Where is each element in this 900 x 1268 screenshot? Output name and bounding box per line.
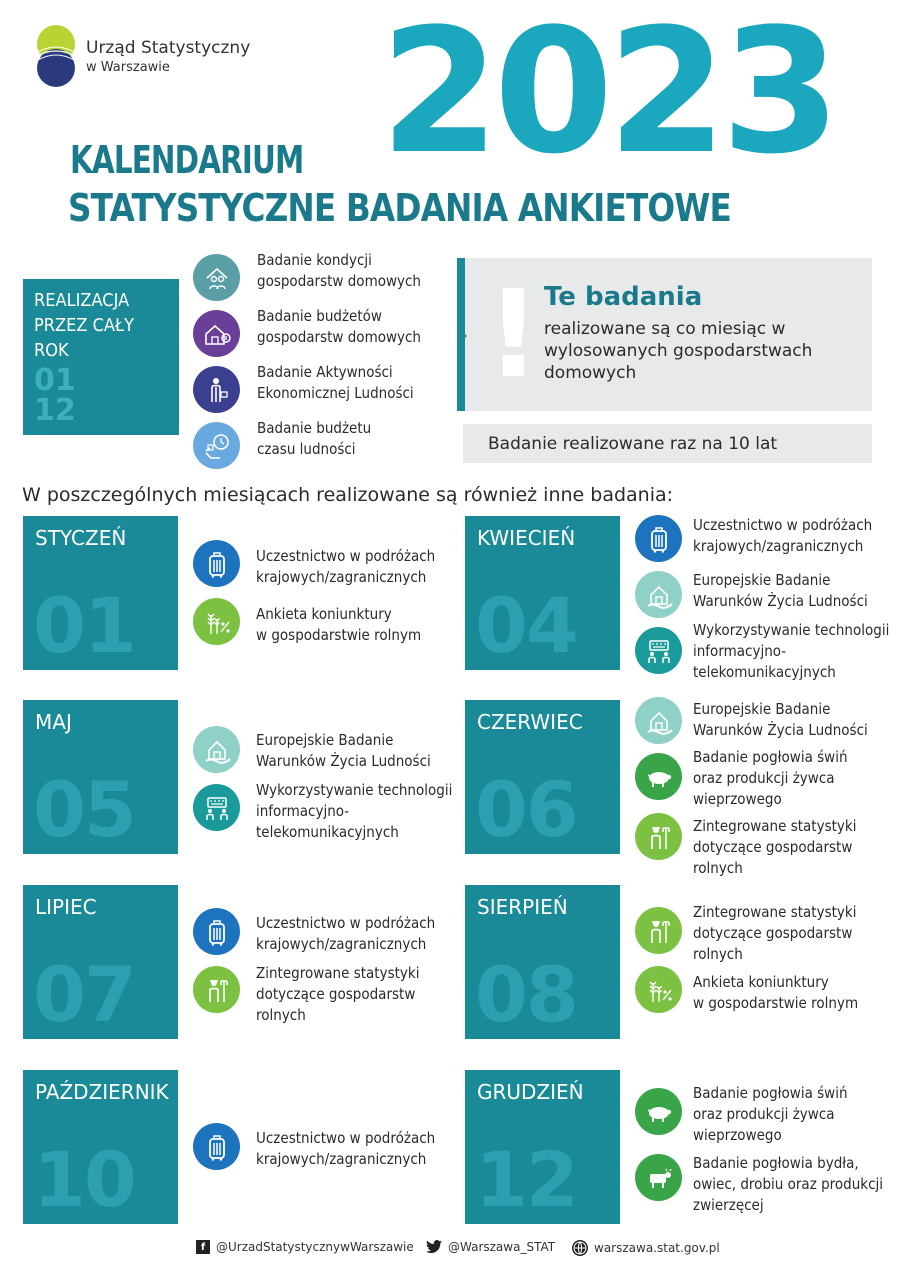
- survey-name-line: Wykorzystywanie technologii: [256, 781, 453, 799]
- survey-name: [693, 620, 889, 683]
- survey-name: [693, 515, 872, 557]
- twitter-handle: @Warszawa_STAT: [448, 1240, 556, 1254]
- survey-name-line: dotyczące gospodarstw: [693, 838, 853, 856]
- month-number: 01: [33, 581, 135, 670]
- month-box: [465, 885, 620, 1039]
- survey-name: [257, 418, 371, 460]
- month-name: KWIECIEŃ: [477, 526, 576, 550]
- suitcase-icon: [635, 515, 682, 562]
- survey-name-line: dotyczące gospodarstw: [693, 924, 853, 942]
- survey-name-line: telekomunikacyjnych: [693, 663, 836, 681]
- survey-name: [256, 1128, 435, 1170]
- survey-name-line: Wykorzystywanie technologii: [693, 621, 890, 639]
- survey-name-line: Uczestnictwo w podróżach: [693, 516, 873, 534]
- note-body: realizowane są co miesiąc w wylosowanych gospodarstwach domowych: [544, 319, 813, 383]
- months-intro: W poszczególnych miesiącach realizowane są również inne badania:: [22, 484, 674, 506]
- month-number: 07: [33, 950, 135, 1039]
- survey-name-line: Zintegrowane statystyki: [693, 817, 857, 835]
- house-hand-icon: [635, 571, 682, 618]
- year-round-label: REALIZACJA PRZEZ CAŁY ROK: [34, 290, 135, 361]
- pig-icon: [635, 1088, 682, 1135]
- month-number: 12: [475, 1135, 577, 1224]
- survey-name-line: wieprzowego: [693, 1126, 782, 1144]
- month-name: SIERPIEŃ: [477, 895, 568, 919]
- household-icon: [193, 254, 240, 301]
- month-number: 04: [475, 581, 577, 670]
- survey-name-line: Uczestnictwo w podróżach: [256, 547, 436, 565]
- survey-name-line: rolnych: [693, 945, 743, 963]
- logo-icon: [34, 24, 78, 88]
- farmer-icon: [635, 813, 682, 860]
- survey-name-line: gospodarstw domowych: [257, 272, 421, 290]
- survey-name: [693, 1083, 848, 1146]
- facebook-icon: f: [196, 1240, 210, 1254]
- survey-name-line: Warunków Życia Ludności: [693, 721, 868, 739]
- survey-name-line: Badanie kondycji: [257, 251, 372, 269]
- survey-name-line: w gospodarstwie rolnym: [693, 994, 859, 1012]
- month-name: STYCZEŃ: [35, 526, 127, 550]
- survey-name-line: Ekonomicznej Ludności: [257, 384, 414, 402]
- suitcase-icon: [193, 540, 240, 587]
- survey-name-line: rolnych: [693, 859, 743, 877]
- survey-name-line: wieprzowego: [693, 790, 782, 808]
- month-box: [23, 1070, 178, 1224]
- survey-name: [693, 902, 856, 965]
- survey-name-line: Zintegrowane statystyki: [256, 964, 420, 982]
- wheat-percent-icon: [635, 966, 682, 1013]
- survey-name: [257, 250, 421, 292]
- survey-name: [693, 570, 868, 612]
- survey-name-line: oraz produkcji żywca: [693, 769, 835, 787]
- decade-text: Badanie realizowane raz na 10 lat: [488, 434, 778, 454]
- month-name: PAŹDZIERNIK: [35, 1080, 169, 1104]
- survey-name-line: Uczestnictwo w podróżach: [256, 914, 436, 932]
- globe-icon: [572, 1240, 588, 1256]
- pig-icon: [635, 753, 682, 800]
- month-number: 10: [33, 1135, 135, 1224]
- survey-name: [256, 913, 435, 955]
- month-box: [23, 516, 178, 670]
- survey-name: [257, 306, 421, 348]
- website-url: warszawa.stat.gov.pl: [594, 1241, 720, 1255]
- survey-name-line: dotyczące gospodarstw: [256, 985, 416, 1003]
- survey-name-line: Uczestnictwo w podróżach: [256, 1129, 436, 1147]
- note-title: Te badania: [544, 282, 703, 312]
- worker-icon: [193, 366, 240, 413]
- month-number: 05: [33, 765, 135, 854]
- survey-name-line: w gospodarstwie rolnym: [256, 626, 422, 644]
- survey-name-line: Badanie budżetu: [257, 419, 372, 437]
- survey-name-line: krajowych/zagranicznych: [256, 1150, 427, 1168]
- survey-name-line: Ankieta koniunktury: [693, 973, 829, 991]
- house-hand-icon: [635, 697, 682, 744]
- survey-name: [693, 699, 868, 741]
- house-budget-icon: [193, 310, 240, 357]
- year-heading: 2023: [380, 0, 835, 192]
- survey-name-line: zwierzęcej: [693, 1196, 764, 1214]
- survey-name-line: rolnych: [256, 1006, 306, 1024]
- facebook-handle: @UrzadStatystycznywWarszawie: [216, 1240, 414, 1254]
- farmer-icon: [193, 966, 240, 1013]
- month-box: [465, 1070, 620, 1224]
- survey-name-line: krajowych/zagranicznych: [256, 935, 427, 953]
- survey-name-line: gospodarstw domowych: [257, 328, 421, 346]
- survey-name-line: oraz produkcji żywca: [693, 1105, 835, 1123]
- month-box: [23, 700, 178, 854]
- survey-name: [693, 816, 856, 879]
- survey-name-line: Warunków Życia Ludności: [256, 752, 431, 770]
- logo-city: w Warszawie: [86, 60, 170, 75]
- page-title: KALENDARIUM: [70, 138, 304, 182]
- month-box: [465, 516, 620, 670]
- wheat-percent-icon: [193, 598, 240, 645]
- survey-name-line: informacyjno-: [693, 642, 787, 660]
- footer-facebook[interactable]: [196, 1240, 414, 1254]
- month-box: [465, 700, 620, 854]
- survey-name-line: Badanie Aktywności: [257, 363, 393, 381]
- logo-name: Urząd Statystyczny: [86, 38, 251, 58]
- month-name: LIPIEC: [35, 895, 97, 919]
- survey-name: [693, 972, 858, 1014]
- survey-name-line: czasu ludności: [257, 440, 356, 458]
- suitcase-icon: [193, 1123, 240, 1170]
- survey-name-line: owiec, drobiu oraz produkcji: [693, 1175, 884, 1193]
- survey-name: [256, 780, 452, 843]
- survey-name-line: krajowych/zagranicznych: [693, 537, 864, 555]
- survey-name-line: Europejskie Badanie: [693, 571, 831, 589]
- survey-name-line: Badanie pogłowia świń: [693, 748, 848, 766]
- survey-name-line: informacyjno-: [256, 802, 350, 820]
- time-budget-icon: [193, 422, 240, 469]
- survey-name-line: Badanie pogłowia bydła,: [693, 1154, 859, 1172]
- survey-name-line: Badanie pogłowia świń: [693, 1084, 848, 1102]
- month-number: 08: [475, 950, 577, 1039]
- keyboard-people-icon: [193, 784, 240, 831]
- month-name: MAJ: [35, 710, 72, 734]
- survey-name: [257, 362, 414, 404]
- survey-name-line: Zintegrowane statystyki: [693, 903, 857, 921]
- month-number: 06: [475, 765, 577, 854]
- survey-name-line: telekomunikacyjnych: [256, 823, 399, 841]
- year-round-from: 01: [34, 363, 76, 398]
- survey-name: [693, 747, 848, 810]
- survey-name-line: Warunków Życia Ludności: [693, 592, 868, 610]
- cow-icon: [635, 1154, 682, 1201]
- survey-name-line: Ankieta koniunktury: [256, 605, 392, 623]
- survey-name-line: Europejskie Badanie: [256, 731, 394, 749]
- survey-name-line: krajowych/zagranicznych: [256, 568, 427, 586]
- month-box: [23, 885, 178, 1039]
- house-hand-icon: [193, 726, 240, 773]
- survey-name: [256, 963, 419, 1026]
- farmer-icon: [635, 907, 682, 954]
- page-subtitle: STATYSTYCZNE BADANIA ANKIETOWE: [68, 186, 731, 230]
- twitter-icon: [426, 1240, 442, 1254]
- footer-website[interactable]: [572, 1240, 720, 1256]
- exclamation-icon: !: [486, 266, 541, 405]
- year-round-to: 12: [34, 393, 76, 428]
- note-arrow-icon: [457, 326, 467, 346]
- month-name: GRUDZIEŃ: [477, 1080, 584, 1104]
- survey-name: [256, 730, 431, 772]
- survey-name-line: Badanie budżetów: [257, 307, 382, 325]
- survey-name: [256, 604, 421, 646]
- keyboard-people-icon: [635, 627, 682, 674]
- suitcase-icon: [193, 908, 240, 955]
- survey-name: [693, 1153, 883, 1216]
- footer-twitter[interactable]: [426, 1240, 555, 1254]
- survey-name: [256, 546, 435, 588]
- month-name: CZERWIEC: [477, 710, 583, 734]
- survey-name-line: Europejskie Badanie: [693, 700, 831, 718]
